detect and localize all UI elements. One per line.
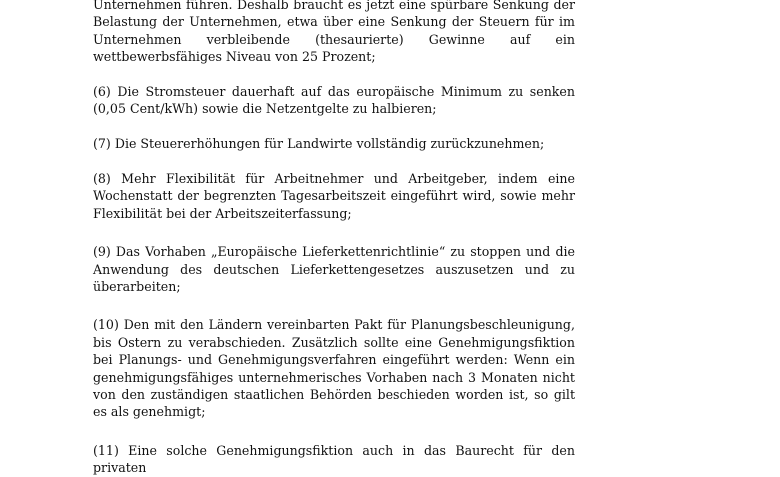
paragraph-7: (7) Die Steuererhöhungen für Landwirte vollständig zurückzunehmen;: [93, 136, 545, 152]
paragraph-8: (8) Mehr Flexibilität für Arbeitnehmer und Arbeitgeber, indem eine Wochenstatt der begrenzten Tagesarbeitszeit eingeführt wird, sowie mehr Flexibilität bei der Arbeitszeiterfassung;: [93, 171, 575, 221]
paragraph-5-continuation: Unternehmen führen. Deshalb braucht es jetzt eine spürbare Senkung der Belastung der Unternehmen, etwa über eine Senkung der Steuern für im Unternehmen verbleibende (thesaurierte) Gewinne auf ein wettbewerbsfähiges Niveau von 25 Prozent;: [93, 0, 575, 65]
paragraph-10: (10) Den mit den Ländern vereinbarten Pakt für Planungsbeschleunigung, bis Ostern zu verabschieden. Zusätzlich sollte eine Genehmigungsfiktion bei Planungs- und Genehmigungsverfahren eingeführt werden: Wenn ein genehmigungsfähiges unternehmerisches Vorhaben nach 3 Monaten nicht von den zuständigen staatlichen Behörden beschieden worden ist, so gilt es als genehmigt;: [93, 317, 575, 420]
paragraph-gap: [93, 421, 575, 442]
paragraph-9: (9) Das Vorhaben „Europäische Lieferkettenrichtlinie“ zu stoppen und die Anwendung des deutschen Lieferkettengesetzes auszusetzen und zu überarbeiten;: [93, 244, 575, 295]
paragraph-6: (6) Die Stromsteuer dauerhaft auf das europäische Minimum zu senken (0,05 Cent/kWh) sowie die Netzentgelte zu halbieren;: [93, 84, 575, 117]
paragraph-gap: [93, 222, 575, 243]
paragraph-11-start: (11) Eine solche Genehmigungsfiktion auch in das Baurecht für den privaten: [93, 442, 575, 476]
text-column: [93, 0, 575, 477]
paragraph-gap: [93, 295, 575, 316]
paragraph-gap: [93, 118, 575, 135]
paragraph-gap: [93, 153, 575, 170]
paragraph-gap: [93, 66, 575, 83]
